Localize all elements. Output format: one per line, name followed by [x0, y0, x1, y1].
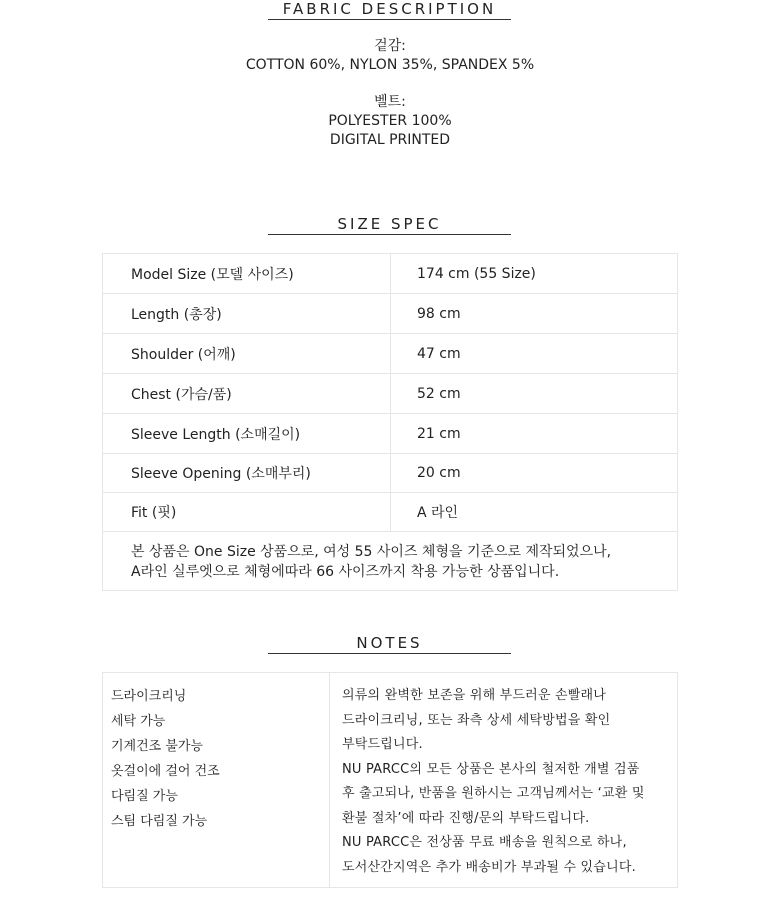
spec-label: Model Size (모델 사이즈) — [103, 254, 391, 294]
policy-line: 후 출고되나, 반품을 원하시는 고객님께서는 ‘교환 및 — [342, 786, 645, 801]
notes-table — [102, 672, 678, 888]
belt-composition: POLYESTER 100% — [328, 113, 452, 129]
spec-label: Chest (가슴/품) — [103, 374, 391, 414]
spec-value: A 라인 — [391, 493, 678, 532]
table-row — [103, 454, 678, 493]
policy-line: 드라이크리닝, 또는 좌측 상세 세탁방법을 확인 — [342, 712, 611, 728]
care-item: 스팀 다림질 가능 — [111, 814, 208, 829]
table-row — [103, 673, 678, 888]
table-row — [103, 334, 678, 374]
spec-value: 20 cm — [391, 454, 678, 493]
spec-label: Fit (핏) — [103, 493, 391, 532]
shell-composition: COTTON 60%, NYLON 35%, SPANDEX 5% — [245, 57, 535, 73]
policy-notes — [330, 673, 678, 888]
fabric-description — [0, 37, 780, 75]
care-item: 세탁 가능 — [111, 714, 166, 729]
table-row — [103, 374, 678, 414]
table-row — [103, 414, 678, 454]
table-row — [103, 532, 678, 591]
fabric-section-title: FABRIC DESCRIPTION — [268, 0, 511, 20]
table-row — [103, 254, 678, 294]
belt-label: 벨트: — [374, 94, 406, 110]
spec-label: Sleeve Length (소매길이) — [103, 414, 391, 454]
spec-value: 98 cm — [391, 294, 678, 334]
spec-label: Length (총장) — [103, 294, 391, 334]
table-row — [103, 493, 678, 532]
size-note — [103, 532, 678, 591]
size-note-line: 본 상품은 One Size 상품으로, 여성 55 사이즈 체형을 기준으로 제작되었으나, — [131, 544, 612, 560]
spec-value: 47 cm — [391, 334, 678, 374]
spec-label: Sleeve Opening (소매부리) — [103, 454, 391, 493]
policy-line: 부탁드립니다. — [342, 737, 423, 752]
size-spec-section-title: SIZE SPEC — [268, 215, 511, 235]
care-item: 옷걸이에 걸어 건조 — [111, 764, 220, 779]
table-row — [103, 294, 678, 334]
care-instructions — [103, 673, 330, 888]
spec-value: 174 cm (55 Size) — [391, 254, 678, 294]
policy-line: NU PARCC의 모든 상품은 본사의 철저한 개별 검품 — [342, 761, 640, 777]
policy-line: 환불 절차’에 따라 진행/문의 부탁드립니다. — [342, 810, 590, 826]
notes-section-title: NOTES — [268, 634, 511, 654]
care-item: 다림질 가능 — [111, 789, 178, 804]
spec-value: 21 cm — [391, 414, 678, 454]
belt-description — [0, 93, 780, 150]
shell-label: 겉감: — [374, 38, 406, 54]
policy-line: 의류의 완벽한 보존을 위해 부드러운 손빨래나 — [342, 688, 607, 703]
size-spec-table — [102, 253, 678, 591]
spec-label: Shoulder (어깨) — [103, 334, 391, 374]
policy-line: NU PARCC은 전상품 무료 배송을 원칙으로 하나, — [342, 835, 627, 850]
care-item: 기계건조 불가능 — [111, 739, 204, 754]
policy-line: 도서산간지역은 추가 배송비가 부과될 수 있습니다. — [342, 859, 636, 875]
size-note-line: A라인 실루엣으로 체형에따라 66 사이즈까지 착용 가능한 상품입니다. — [131, 564, 560, 580]
care-item: 드라이크리닝 — [111, 689, 187, 704]
spec-value: 52 cm — [391, 374, 678, 414]
belt-print: DIGITAL PRINTED — [329, 132, 451, 148]
